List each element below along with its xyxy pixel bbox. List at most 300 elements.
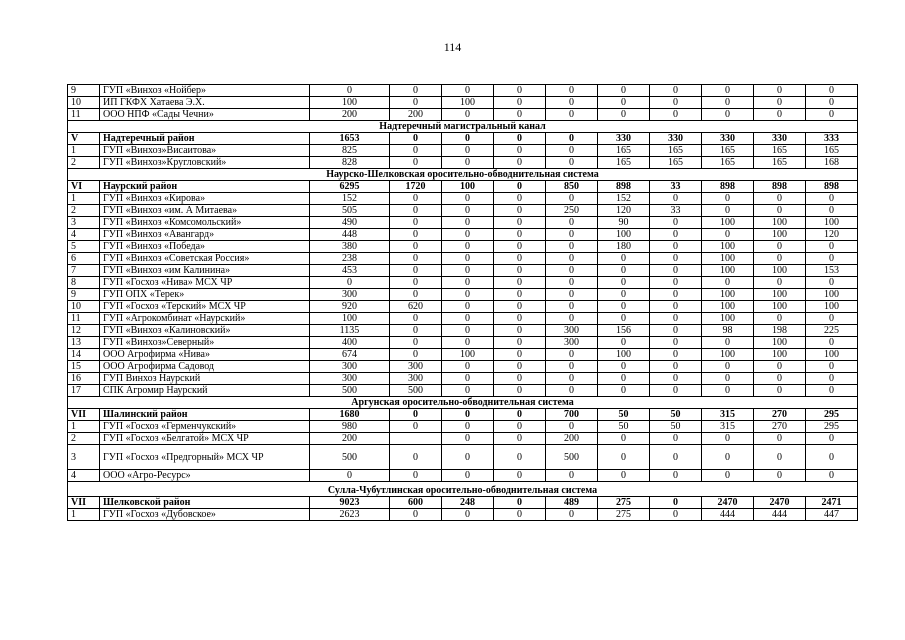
value-cell: 330 [754, 133, 806, 145]
value-cell: 0 [806, 470, 858, 482]
district-total-row [68, 133, 858, 145]
value-cell: 50 [650, 421, 702, 433]
value-cell: 0 [598, 289, 650, 301]
value-cell: 100 [702, 313, 754, 325]
value-cell: 0 [650, 241, 702, 253]
value-cell: 0 [650, 109, 702, 121]
value-cell: 0 [806, 361, 858, 373]
value-cell: 275 [598, 497, 650, 509]
value-cell: 0 [650, 373, 702, 385]
value-cell: 100 [442, 97, 494, 109]
value-cell: 0 [442, 361, 494, 373]
value-cell: 444 [754, 509, 806, 521]
value-cell: 0 [494, 325, 546, 337]
value-cell: 100 [702, 265, 754, 277]
value-cell: 0 [546, 133, 598, 145]
value-cell: 333 [806, 133, 858, 145]
value-cell: 0 [754, 445, 806, 470]
value-cell: 0 [390, 509, 442, 521]
value-cell: 898 [598, 181, 650, 193]
value-cell: 0 [546, 361, 598, 373]
value-cell: 0 [494, 313, 546, 325]
value-cell: 0 [650, 97, 702, 109]
section-header-row [68, 397, 858, 409]
value-cell: 0 [806, 445, 858, 470]
value-cell: 0 [442, 289, 494, 301]
value-cell: 0 [390, 145, 442, 157]
value-cell: 490 [310, 217, 390, 229]
value-cell: 90 [598, 217, 650, 229]
value-cell: 0 [494, 289, 546, 301]
organization-name: Шалинский район [100, 409, 310, 421]
value-cell: 100 [310, 313, 390, 325]
value-cell: 100 [702, 349, 754, 361]
value-cell: 825 [310, 145, 390, 157]
value-cell: 448 [310, 229, 390, 241]
value-cell: 0 [546, 241, 598, 253]
value-cell: 0 [806, 373, 858, 385]
value-cell: 0 [494, 445, 546, 470]
value-cell: 505 [310, 205, 390, 217]
value-cell: 100 [442, 181, 494, 193]
value-cell: 0 [546, 217, 598, 229]
value-cell: 200 [310, 433, 390, 445]
value-cell: 0 [442, 157, 494, 169]
value-cell: 153 [806, 265, 858, 277]
value-cell: 0 [442, 277, 494, 289]
value-cell: 198 [754, 325, 806, 337]
organization-name: ГУП «Винхоз «Победа» [100, 241, 310, 253]
value-cell: 0 [650, 509, 702, 521]
value-cell: 444 [702, 509, 754, 521]
value-cell: 2623 [310, 509, 390, 521]
value-cell: 152 [310, 193, 390, 205]
row-index: 9 [68, 289, 100, 301]
value-cell: 270 [754, 421, 806, 433]
value-cell: 0 [442, 509, 494, 521]
value-cell: 200 [390, 109, 442, 121]
row-index: 1 [68, 145, 100, 157]
value-cell: 0 [390, 97, 442, 109]
organization-name: ГУП «Госхоз «Предгорный» МСХ ЧР [100, 445, 310, 470]
value-cell: 100 [702, 289, 754, 301]
value-cell: 0 [494, 301, 546, 313]
organization-name: ГУП «Винхоз»Висаитова» [100, 145, 310, 157]
district-total-row [68, 181, 858, 193]
value-cell: 0 [390, 349, 442, 361]
value-cell: 165 [702, 157, 754, 169]
value-cell: 0 [754, 470, 806, 482]
value-cell: 0 [494, 109, 546, 121]
value-cell: 0 [494, 253, 546, 265]
value-cell: 0 [650, 301, 702, 313]
value-cell: 0 [390, 229, 442, 241]
value-cell: 225 [806, 325, 858, 337]
row-index: 1 [68, 193, 100, 205]
table-row [68, 241, 858, 253]
value-cell: 0 [442, 205, 494, 217]
organization-name: ГУП «Винхоз «Кирова» [100, 193, 310, 205]
table-row [68, 470, 858, 482]
value-cell: 0 [546, 145, 598, 157]
row-index: 4 [68, 229, 100, 241]
row-index: 13 [68, 337, 100, 349]
value-cell: 500 [390, 385, 442, 397]
value-cell: 0 [442, 217, 494, 229]
value-cell: 100 [702, 241, 754, 253]
organization-name: ГУП «Агрокомбинат «Наурский» [100, 313, 310, 325]
row-index: 14 [68, 349, 100, 361]
value-cell: 0 [702, 385, 754, 397]
value-cell: 315 [702, 409, 754, 421]
value-cell: 300 [546, 337, 598, 349]
value-cell: 0 [650, 229, 702, 241]
value-cell: 828 [310, 157, 390, 169]
value-cell: 0 [390, 470, 442, 482]
value-cell: 330 [702, 133, 754, 145]
row-index: 10 [68, 97, 100, 109]
table-row [68, 277, 858, 289]
value-cell: 0 [650, 385, 702, 397]
organization-name: ГУП «Винхоз «им. А Митаева» [100, 205, 310, 217]
value-cell: 0 [442, 433, 494, 445]
value-cell: 270 [754, 409, 806, 421]
value-cell: 0 [546, 289, 598, 301]
value-cell: 6295 [310, 181, 390, 193]
value-cell: 0 [390, 205, 442, 217]
value-cell: 165 [598, 157, 650, 169]
value-cell: 100 [806, 289, 858, 301]
value-cell: 0 [702, 109, 754, 121]
value-cell: 100 [806, 217, 858, 229]
value-cell: 380 [310, 241, 390, 253]
value-cell: 0 [650, 433, 702, 445]
value-cell: 0 [546, 385, 598, 397]
value-cell: 0 [390, 409, 442, 421]
value-cell: 300 [546, 325, 598, 337]
value-cell: 0 [546, 349, 598, 361]
value-cell: 0 [390, 289, 442, 301]
value-cell: 0 [442, 241, 494, 253]
table-row [68, 325, 858, 337]
value-cell: 0 [702, 85, 754, 97]
table-row [68, 217, 858, 229]
organization-name: ООО Агрофирма «Нива» [100, 349, 310, 361]
value-cell: 0 [546, 253, 598, 265]
value-cell: 100 [754, 301, 806, 313]
district-total-row [68, 409, 858, 421]
value-cell: 0 [650, 217, 702, 229]
value-cell: 674 [310, 349, 390, 361]
table-row [68, 289, 858, 301]
organization-name: ГУП «Винхоз «Советская Россия» [100, 253, 310, 265]
organization-name: ГУП «Госхоз «Терский» МСХ ЧР [100, 301, 310, 313]
value-cell: 0 [806, 97, 858, 109]
organization-name: ИП ГКФХ Хатаева Э.Х. [100, 97, 310, 109]
value-cell: 1135 [310, 325, 390, 337]
organization-name: ГУП «Госхоз «Гермeнчукский» [100, 421, 310, 433]
value-cell: 0 [702, 433, 754, 445]
table-row [68, 421, 858, 433]
section-title: Надтеречный магистральный канал [68, 121, 858, 133]
value-cell: 0 [390, 313, 442, 325]
row-index: 17 [68, 385, 100, 397]
value-cell: 0 [494, 337, 546, 349]
value-cell: 0 [390, 325, 442, 337]
value-cell: 0 [442, 253, 494, 265]
value-cell: 0 [442, 373, 494, 385]
value-cell: 0 [650, 445, 702, 470]
value-cell: 238 [310, 253, 390, 265]
section-title: Сулла-Чубутлинская оросительно-обводнительная система [68, 482, 858, 497]
value-cell: 0 [754, 433, 806, 445]
value-cell: 100 [310, 97, 390, 109]
organization-name: ГУП «Винхоз»Северный» [100, 337, 310, 349]
value-cell: 0 [650, 361, 702, 373]
value-cell: 0 [546, 373, 598, 385]
organization-name: ГУП «Госхоз «Нива» МСХ ЧР [100, 277, 310, 289]
value-cell: 165 [650, 157, 702, 169]
table-row [68, 109, 858, 121]
organization-name: Наурский район [100, 181, 310, 193]
value-cell: 0 [806, 205, 858, 217]
row-index: 9 [68, 85, 100, 97]
value-cell: 0 [310, 277, 390, 289]
value-cell: 0 [754, 277, 806, 289]
value-cell: 0 [598, 361, 650, 373]
row-index: 1 [68, 509, 100, 521]
value-cell: 0 [806, 109, 858, 121]
value-cell: 165 [650, 145, 702, 157]
value-cell: 0 [702, 361, 754, 373]
organization-name: Шелковской район [100, 497, 310, 509]
row-index: V [68, 133, 100, 145]
value-cell: 248 [442, 497, 494, 509]
row-index: 2 [68, 205, 100, 217]
value-cell: 0 [650, 349, 702, 361]
value-cell: 100 [754, 349, 806, 361]
value-cell [390, 433, 442, 445]
value-cell: 0 [754, 85, 806, 97]
table-row [68, 253, 858, 265]
value-cell: 0 [494, 497, 546, 509]
value-cell: 0 [806, 193, 858, 205]
value-cell: 165 [754, 157, 806, 169]
value-cell: 0 [546, 229, 598, 241]
section-header-row [68, 169, 858, 181]
value-cell: 0 [442, 145, 494, 157]
value-cell: 0 [442, 109, 494, 121]
value-cell: 300 [390, 373, 442, 385]
table-row [68, 373, 858, 385]
value-cell: 0 [390, 253, 442, 265]
value-cell: 0 [310, 85, 390, 97]
value-cell: 0 [702, 193, 754, 205]
value-cell: 0 [598, 277, 650, 289]
value-cell: 0 [442, 385, 494, 397]
value-cell: 200 [546, 433, 598, 445]
row-index: 3 [68, 445, 100, 470]
organization-name: ГУП «Госхоз «Белгатой» МСХ ЧР [100, 433, 310, 445]
value-cell: 0 [494, 470, 546, 482]
row-index: VII [68, 497, 100, 509]
value-cell: 0 [702, 445, 754, 470]
value-cell: 300 [310, 373, 390, 385]
value-cell: 0 [442, 337, 494, 349]
value-cell: 447 [806, 509, 858, 521]
organization-name: ГУП «Винхоз «Калиновский» [100, 325, 310, 337]
value-cell: 0 [598, 313, 650, 325]
value-cell: 1653 [310, 133, 390, 145]
organization-name: СПК Агромир Наурский [100, 385, 310, 397]
organization-name: ГУП Винхоз Наурский [100, 373, 310, 385]
value-cell: 100 [806, 301, 858, 313]
value-cell: 165 [754, 145, 806, 157]
value-cell: 0 [598, 109, 650, 121]
value-cell: 0 [442, 470, 494, 482]
row-index: 8 [68, 277, 100, 289]
value-cell: 0 [494, 409, 546, 421]
value-cell: 2470 [702, 497, 754, 509]
value-cell: 0 [598, 97, 650, 109]
value-cell: 0 [754, 205, 806, 217]
value-cell: 180 [598, 241, 650, 253]
value-cell: 0 [546, 85, 598, 97]
value-cell: 920 [310, 301, 390, 313]
row-index: 15 [68, 361, 100, 373]
value-cell: 0 [650, 277, 702, 289]
value-cell: 98 [702, 325, 754, 337]
value-cell: 0 [650, 193, 702, 205]
value-cell: 0 [806, 241, 858, 253]
value-cell: 0 [546, 421, 598, 433]
value-cell: 0 [494, 217, 546, 229]
row-index: VI [68, 181, 100, 193]
value-cell: 0 [754, 193, 806, 205]
value-cell: 33 [650, 181, 702, 193]
row-index: 5 [68, 241, 100, 253]
value-cell: 0 [754, 385, 806, 397]
value-cell: 0 [442, 265, 494, 277]
value-cell: 0 [598, 265, 650, 277]
value-cell: 0 [806, 313, 858, 325]
value-cell: 0 [806, 277, 858, 289]
value-cell: 100 [702, 253, 754, 265]
value-cell: 0 [598, 385, 650, 397]
value-cell: 315 [702, 421, 754, 433]
value-cell: 0 [390, 265, 442, 277]
value-cell: 0 [442, 421, 494, 433]
value-cell: 0 [390, 193, 442, 205]
value-cell: 0 [442, 445, 494, 470]
value-cell: 300 [310, 361, 390, 373]
table-row [68, 265, 858, 277]
value-cell: 0 [598, 433, 650, 445]
row-index: 6 [68, 253, 100, 265]
value-cell: 0 [494, 241, 546, 253]
value-cell: 620 [390, 301, 442, 313]
organization-name: ГУП «Винхоз «Авангард» [100, 229, 310, 241]
value-cell: 0 [390, 277, 442, 289]
value-cell: 500 [310, 385, 390, 397]
table-row [68, 313, 858, 325]
value-cell: 0 [390, 337, 442, 349]
value-cell: 0 [494, 133, 546, 145]
value-cell: 0 [442, 193, 494, 205]
value-cell: 100 [806, 349, 858, 361]
value-cell: 0 [494, 229, 546, 241]
value-cell: 898 [806, 181, 858, 193]
value-cell: 120 [806, 229, 858, 241]
row-index: VII [68, 409, 100, 421]
value-cell: 0 [702, 470, 754, 482]
value-cell: 165 [806, 145, 858, 157]
table-row [68, 157, 858, 169]
value-cell: 0 [806, 385, 858, 397]
table-row [68, 229, 858, 241]
value-cell: 0 [390, 445, 442, 470]
value-cell: 0 [442, 85, 494, 97]
value-cell: 0 [390, 421, 442, 433]
value-cell: 0 [806, 85, 858, 97]
table-row [68, 509, 858, 521]
value-cell: 100 [754, 337, 806, 349]
value-cell: 0 [494, 157, 546, 169]
value-cell: 0 [442, 313, 494, 325]
value-cell: 0 [494, 85, 546, 97]
value-cell: 0 [390, 241, 442, 253]
value-cell: 100 [598, 349, 650, 361]
value-cell: 0 [702, 205, 754, 217]
section-title: Аргунская оросительно-обводнительная система [68, 397, 858, 409]
row-index: 1 [68, 421, 100, 433]
value-cell: 0 [650, 289, 702, 301]
value-cell: 1720 [390, 181, 442, 193]
value-cell: 0 [494, 145, 546, 157]
table-row [68, 349, 858, 361]
value-cell: 0 [494, 193, 546, 205]
value-cell: 0 [754, 313, 806, 325]
value-cell: 168 [806, 157, 858, 169]
value-cell: 0 [598, 85, 650, 97]
value-cell: 980 [310, 421, 390, 433]
value-cell: 0 [650, 325, 702, 337]
value-cell: 0 [494, 373, 546, 385]
table-row [68, 301, 858, 313]
organization-name: ГУП «Винхоз «Комсомольский» [100, 217, 310, 229]
row-index: 16 [68, 373, 100, 385]
value-cell: 400 [310, 337, 390, 349]
value-cell: 0 [442, 301, 494, 313]
value-cell: 0 [650, 497, 702, 509]
row-index: 11 [68, 109, 100, 121]
value-cell: 0 [702, 229, 754, 241]
value-cell: 0 [546, 277, 598, 289]
value-cell: 100 [754, 289, 806, 301]
value-cell: 0 [442, 133, 494, 145]
value-cell: 0 [546, 157, 598, 169]
page-number: 114 [443, 40, 462, 54]
value-cell: 2471 [806, 497, 858, 509]
value-cell: 2470 [754, 497, 806, 509]
table-row [68, 445, 858, 470]
table-row [68, 385, 858, 397]
value-cell: 0 [598, 301, 650, 313]
value-cell: 0 [494, 205, 546, 217]
row-index: 11 [68, 313, 100, 325]
organization-name: ГУП «Винхоз»Кругловский» [100, 157, 310, 169]
organization-name: ООО «Агро-Ресурс» [100, 470, 310, 482]
